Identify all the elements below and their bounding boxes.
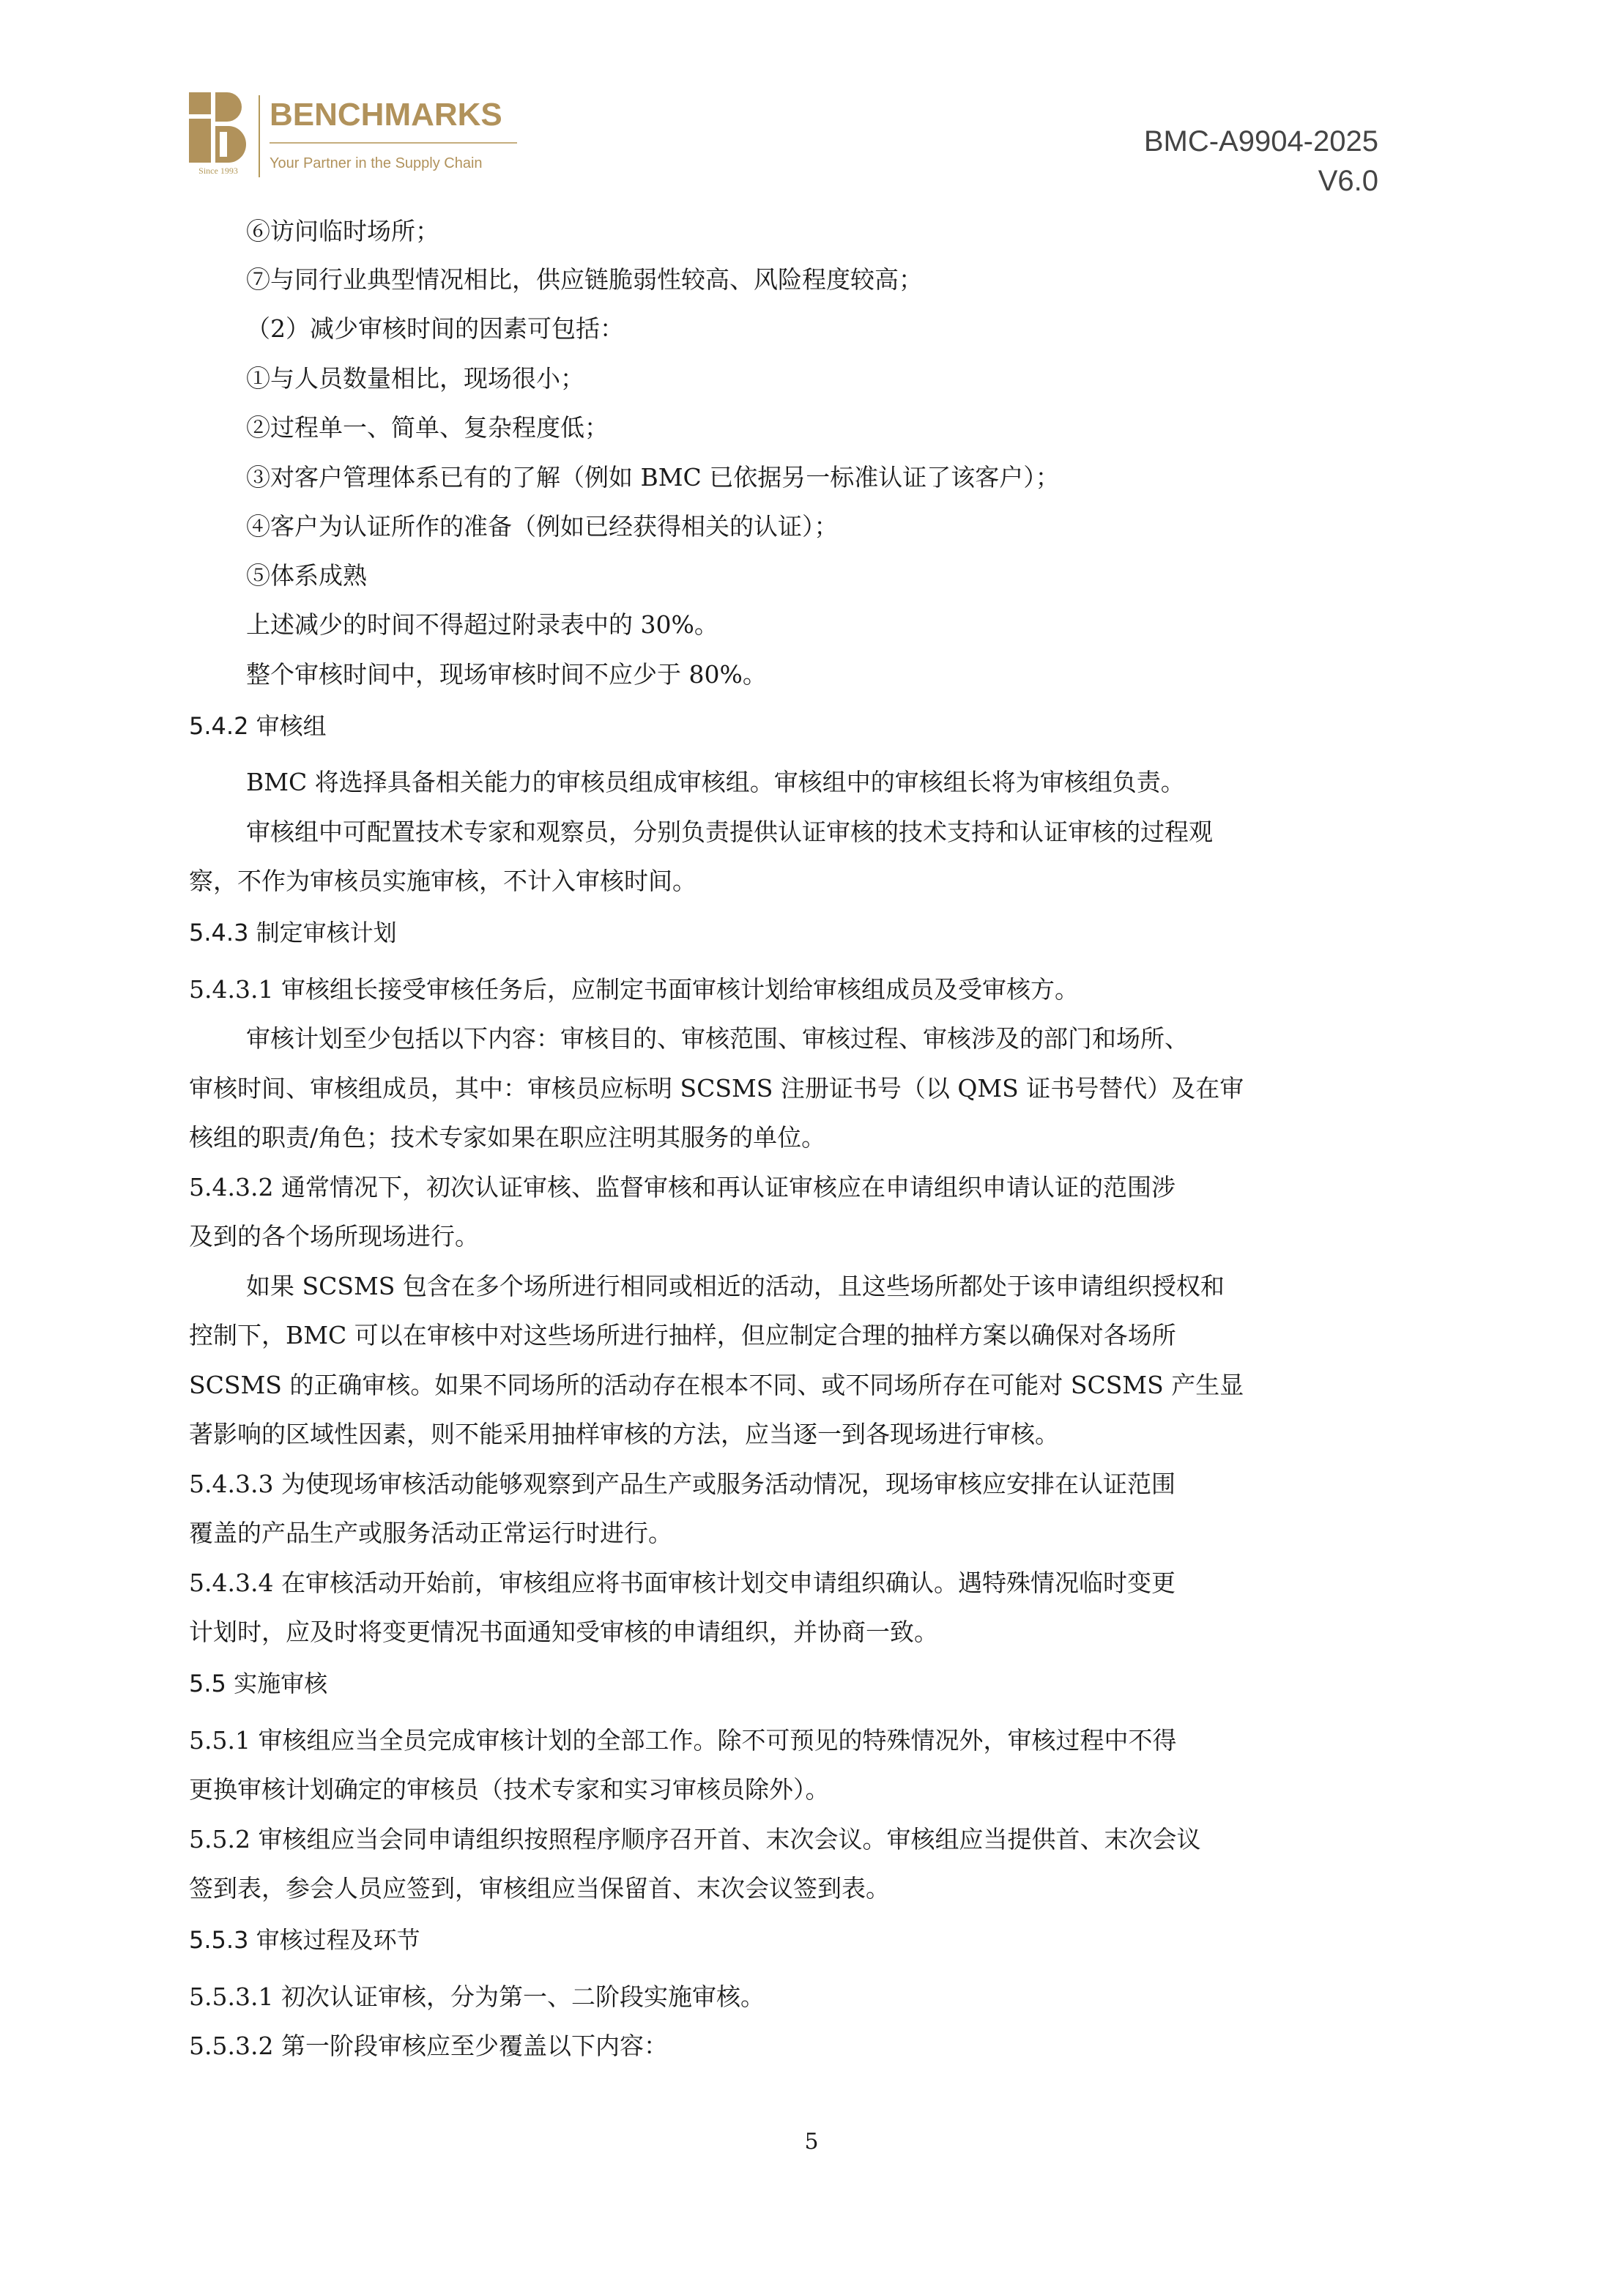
paragraph-line: 审核时间、审核组成员，其中：审核员应标明 SCSMS 注册证书号（以 QMS 证书号替代）及在审 bbox=[189, 1074, 1244, 1103]
paragraph-line: 5.5.1 审核组应当全员完成审核计划的全部工作。除不可预见的特殊情况外，审核过程中不得 bbox=[189, 1726, 1177, 1755]
paragraph-line: （2）减少审核时间的因素可包括： bbox=[246, 314, 624, 343]
paragraph-line: 整个审核时间中，现场审核时间不应少于 80%。 bbox=[246, 660, 767, 689]
company-logo bbox=[189, 92, 519, 180]
list-item: ⑥访问临时场所； bbox=[246, 217, 439, 245]
section-heading: 5.5 实施审核 bbox=[189, 1670, 328, 1697]
document-code-block bbox=[1144, 122, 1378, 201]
list-item: ④客户为认证所作的准备（例如已经获得相关的认证）； bbox=[246, 512, 839, 541]
paragraph-line: BMC 将选择具备相关能力的审核员组成审核组。审核组中的审核组长将为审核组负责。 bbox=[246, 768, 1185, 796]
tagline-rule bbox=[270, 142, 517, 144]
brand-tagline: Your Partner in the Supply Chain bbox=[270, 155, 483, 171]
paragraph-line: 5.4.3.4 在审核活动开始前，审核组应将书面审核计划交申请组织确认。遇特殊情况临时变更 bbox=[189, 1569, 1176, 1597]
list-item: ⑦与同行业典型情况相比，供应链脆弱性较高、风险程度较高； bbox=[246, 265, 923, 294]
paragraph-line: 计划时，应及时将变更情况书面通知受审核的申请组织，并协商一致。 bbox=[189, 1618, 938, 1646]
paragraph-line: 5.4.3.1 审核组长接受审核任务后，应制定书面审核计划给审核组成员及受审核方。 bbox=[189, 975, 1079, 1004]
paragraph-line: 著影响的区域性因素，则不能采用抽样审核的方法，应当逐一到各现场进行审核。 bbox=[189, 1420, 1059, 1448]
page-number: 5 bbox=[804, 2129, 819, 2155]
document-code: BMC-A9904-2025 bbox=[1143, 125, 1378, 158]
logo-divider bbox=[259, 95, 260, 177]
list-item: ②过程单一、简单、复杂程度低； bbox=[246, 413, 609, 442]
paragraph-line: 5.5.2 审核组应当会同申请组织按照程序顺序召开首、末次会议。审核组应当提供首、末次会议 bbox=[189, 1825, 1201, 1854]
paragraph-line: 上述减少的时间不得超过附录表中的 30%。 bbox=[246, 610, 718, 639]
paragraph-line: 如果 SCSMS 包含在多个场所进行相同或相近的活动，且这些场所都处于该申请组织授权和 bbox=[246, 1272, 1225, 1300]
list-item: ⑤体系成熟 bbox=[246, 561, 367, 590]
section-heading: 5.4.3 制定审核计划 bbox=[189, 919, 397, 947]
section-heading: 5.4.2 审核组 bbox=[189, 712, 327, 740]
paragraph-line: 5.4.3.3 为使现场审核活动能够观察到产品生产或服务活动情况，现场审核应安排在认证范围 bbox=[189, 1470, 1176, 1498]
paragraph-line: 更换审核计划确定的审核员（技术专家和实习审核员除外）。 bbox=[189, 1775, 830, 1804]
paragraph-line: 核组的职责/角色；技术专家如果在职应注明其服务的单位。 bbox=[189, 1123, 826, 1152]
paragraph-line: 审核计划至少包括以下内容：审核目的、审核范围、审核过程、审核涉及的部门和场所、 bbox=[246, 1024, 1189, 1053]
paragraph-line: 5.4.3.2 通常情况下，初次认证审核、监督审核和再认证审核应在申请组织申请认证的范围涉 bbox=[189, 1173, 1176, 1201]
list-item: ①与人员数量相比，现场很小； bbox=[246, 364, 584, 393]
paragraph-line: 覆盖的产品生产或服务活动正常运行时进行。 bbox=[189, 1519, 672, 1547]
section-heading: 5.5.3 审核过程及环节 bbox=[189, 1926, 420, 1954]
paragraph-line: 及到的各个场所现场进行。 bbox=[189, 1222, 479, 1251]
paragraph-line: 审核组中可配置技术专家和观察员，分别负责提供认证审核的技术支持和认证审核的过程观 bbox=[246, 818, 1213, 846]
list-item: ③对客户管理体系已有的了解（例如 BMC 已依据另一标准认证了该客户）； bbox=[246, 463, 1060, 492]
paragraph-line: 签到表，参会人员应签到，审核组应当保留首、末次会议签到表。 bbox=[189, 1874, 890, 1903]
paragraph-line: 5.5.3.1 初次认证审核，分为第一、二阶段实施审核。 bbox=[189, 1982, 765, 2011]
paragraph-line: SCSMS 的正确审核。如果不同场所的活动存在根本不同、或不同场所存在可能对 SCSMS 产生显 bbox=[189, 1371, 1244, 1399]
paragraph-line: 5.5.3.2 第一阶段审核应至少覆盖以下内容： bbox=[189, 2032, 668, 2060]
paragraph-line: 察，不作为审核员实施审核，不计入审核时间。 bbox=[189, 867, 697, 895]
paragraph-line: 控制下，BMC 可以在审核中对这些场所进行抽样，但应制定合理的抽样方案以确保对各场所 bbox=[189, 1321, 1176, 1349]
brand-name: BENCHMARKS bbox=[270, 97, 502, 133]
since-label: Since 1993 bbox=[198, 166, 238, 176]
benchmarks-logo-icon bbox=[189, 92, 248, 166]
document-version: V6.0 bbox=[1318, 165, 1378, 197]
